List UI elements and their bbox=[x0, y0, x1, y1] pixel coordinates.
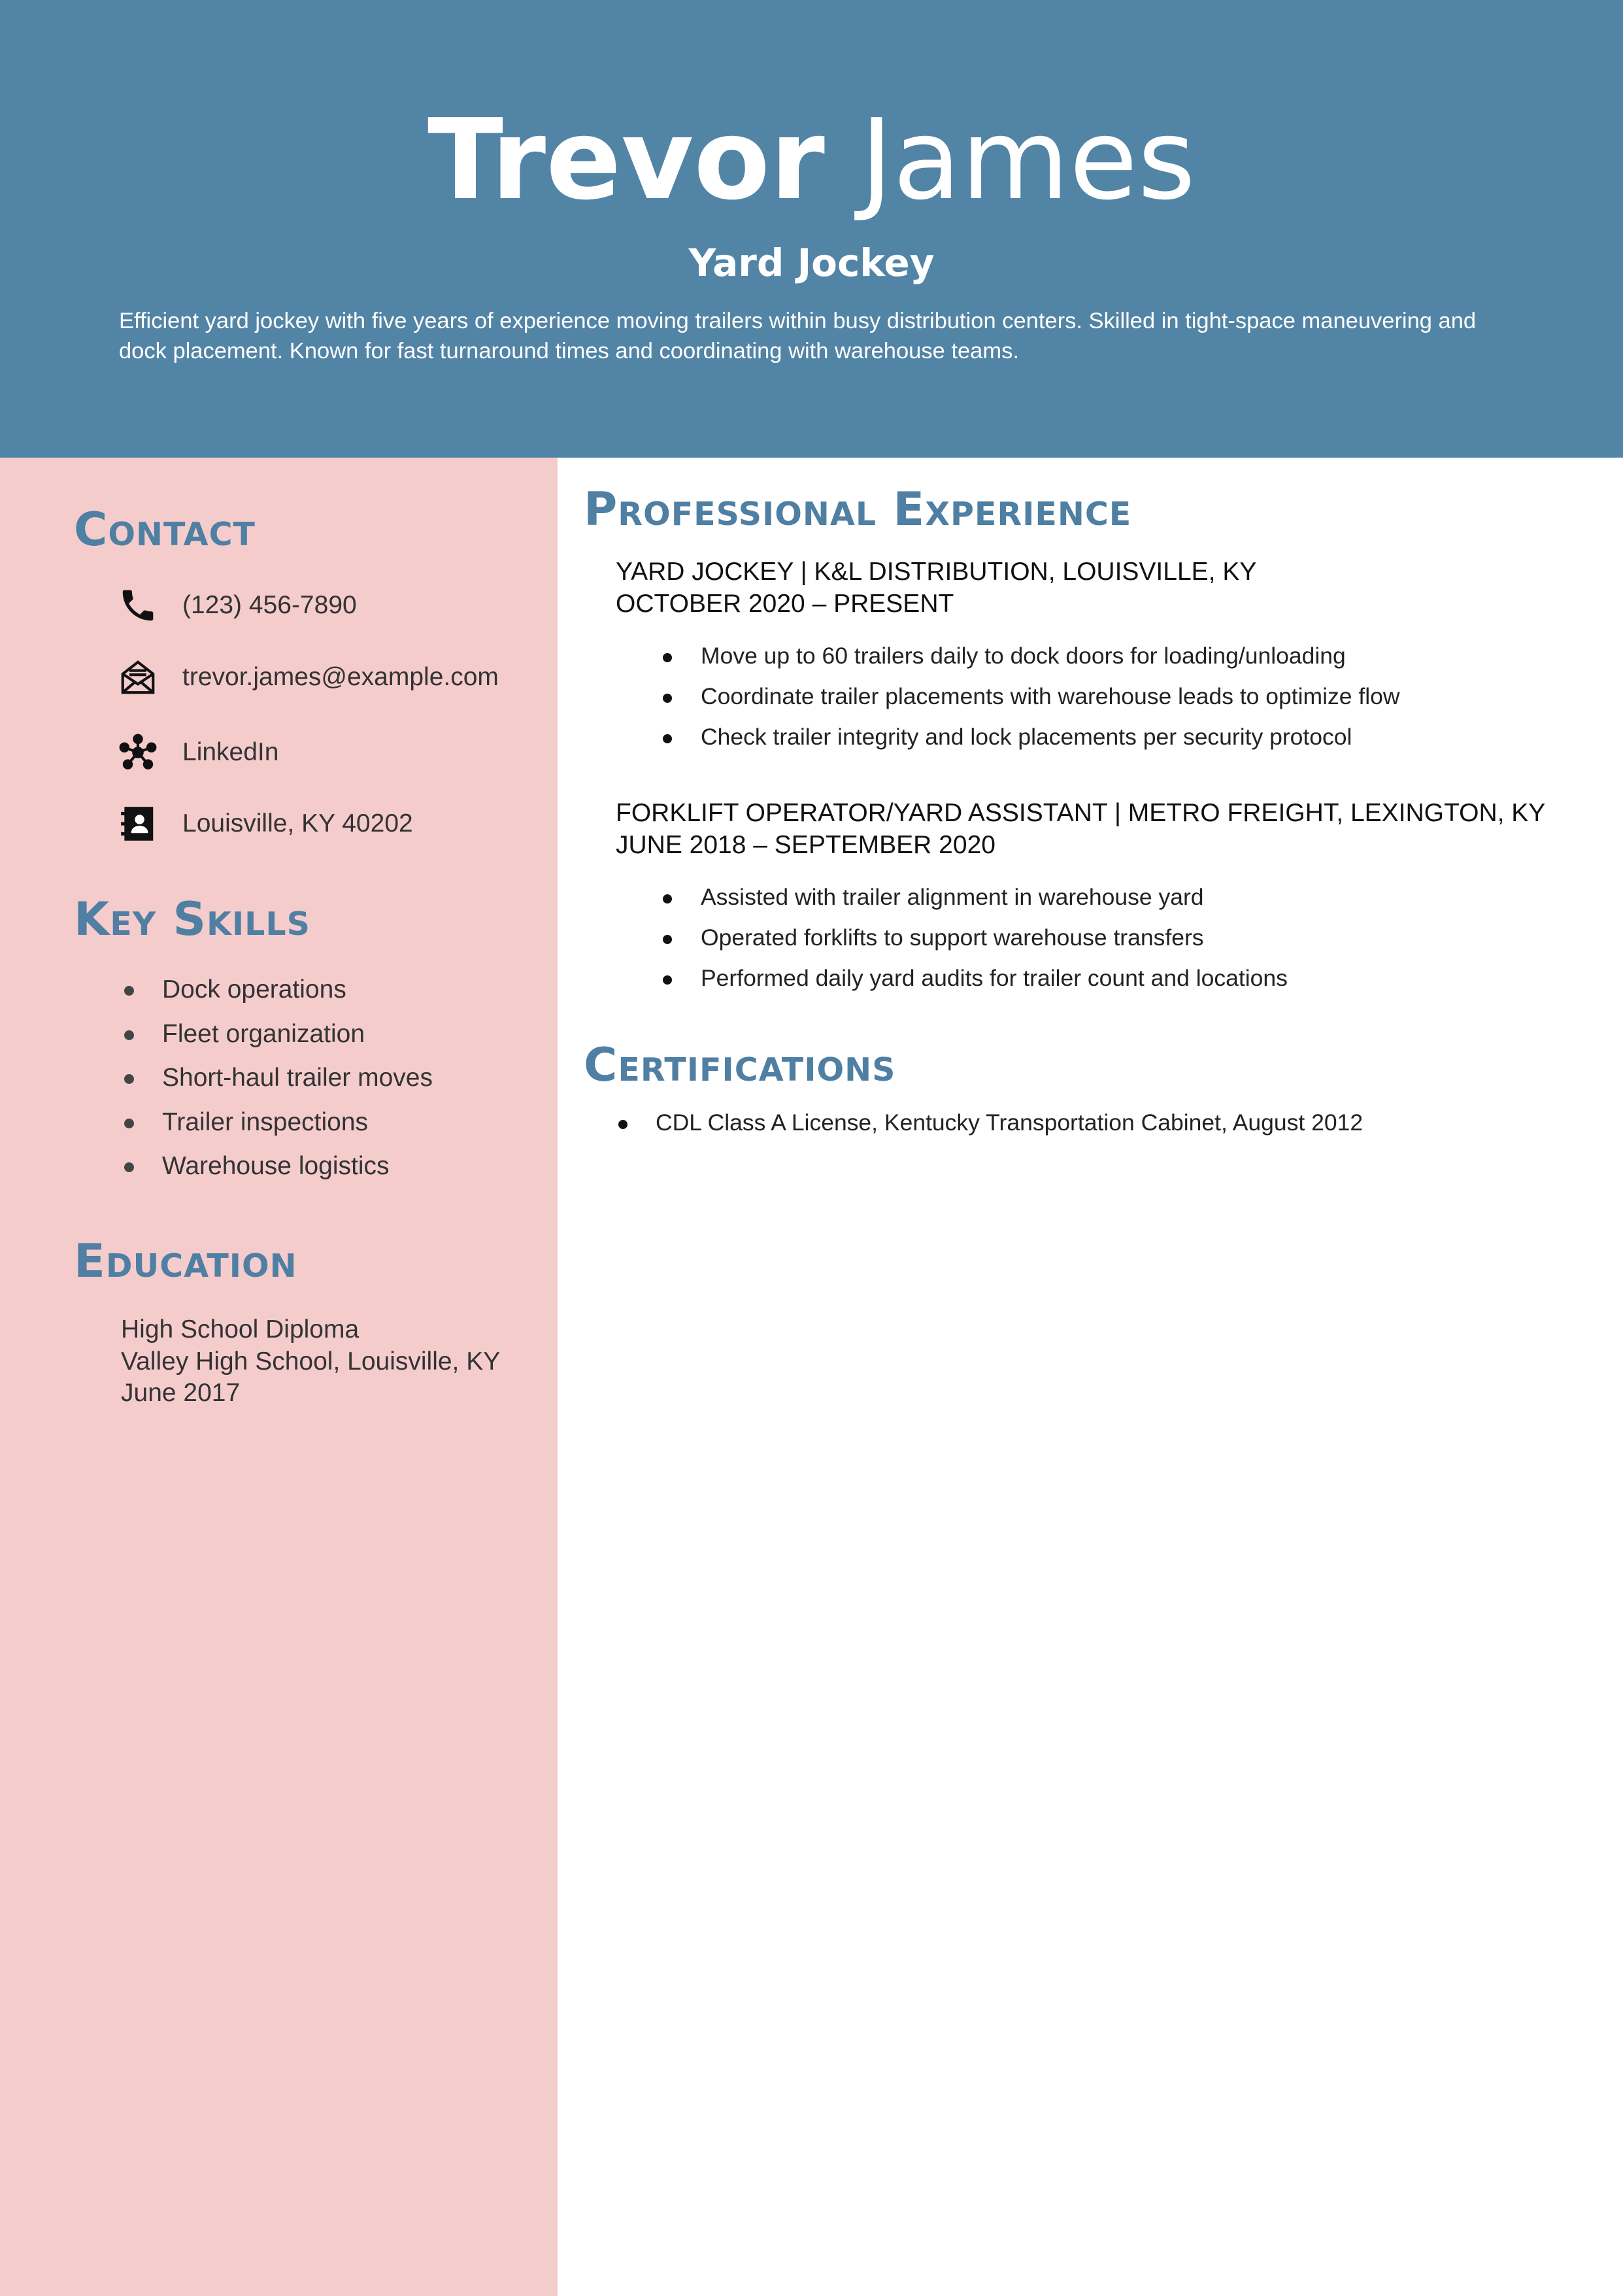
contact-location bbox=[118, 801, 413, 847]
certification-item: CDL Class A License, Kentucky Transportation Cabinet, August 2012 bbox=[614, 1102, 1363, 1143]
degree: High School Diploma bbox=[121, 1315, 360, 1343]
job-1-title: YARD JOCKEY | K&L DISTRIBUTION, LOUISVILLE, KY bbox=[616, 558, 1257, 586]
job-bullet: Move up to 60 trailers daily to dock doors for loading/unloading bbox=[659, 635, 1399, 676]
job-2-title: FORKLIFT OPERATOR/YARD ASSISTANT | METRO FREIGHT, LEXINGTON, KY bbox=[616, 799, 1546, 827]
first-name: Trevor bbox=[427, 95, 825, 225]
job-2-dates: JUNE 2018 – SEPTEMBER 2020 bbox=[616, 831, 996, 859]
job-1-header bbox=[616, 556, 1256, 620]
contact-linkedin bbox=[118, 730, 279, 775]
job-2-header bbox=[616, 797, 1545, 861]
job-title: Yard Jockey bbox=[688, 241, 935, 285]
phone-text: (123) 456-7890 bbox=[182, 591, 357, 619]
skill-item: Fleet organization bbox=[121, 1012, 433, 1056]
graduation-date: June 2017 bbox=[121, 1379, 241, 1407]
job-bullet: Performed daily yard audits for trailer count and locations bbox=[659, 958, 1288, 998]
header-banner bbox=[0, 0, 1623, 458]
skill-item: Trailer inspections bbox=[121, 1100, 433, 1145]
certifications-list bbox=[614, 1102, 1363, 1143]
job-2-bullets bbox=[659, 877, 1288, 998]
address-book-icon bbox=[118, 803, 158, 844]
network-icon bbox=[118, 732, 158, 773]
skill-item: Dock operations bbox=[121, 968, 433, 1012]
linkedin-text[interactable]: LinkedIn bbox=[182, 738, 279, 766]
job-bullet: Operated forklifts to support warehouse transfers bbox=[659, 917, 1288, 958]
education-entry bbox=[121, 1314, 513, 1410]
education-heading: Education bbox=[74, 1234, 297, 1288]
contact-phone bbox=[118, 582, 357, 628]
email-text: trevor.james@example.com bbox=[182, 663, 499, 691]
school: Valley High School, Louisville, KY bbox=[121, 1347, 501, 1376]
contact-heading: Contact bbox=[74, 503, 256, 556]
envelope-icon bbox=[118, 657, 158, 698]
skill-item: Short-haul trailer moves bbox=[121, 1056, 433, 1100]
contact-email bbox=[118, 654, 499, 700]
job-bullet: Assisted with trailer alignment in warehouse yard bbox=[659, 877, 1288, 917]
skill-item: Warehouse logistics bbox=[121, 1144, 433, 1189]
skills-heading: Key Skills bbox=[74, 892, 310, 946]
certifications-heading: Certifications bbox=[584, 1038, 896, 1092]
experience-heading: Professional Experience bbox=[584, 482, 1132, 536]
job-bullet: Check trailer integrity and lock placements per security protocol bbox=[659, 717, 1399, 757]
phone-icon bbox=[118, 585, 158, 626]
location-text: Louisville, KY 40202 bbox=[182, 809, 413, 837]
job-1-dates: OCTOBER 2020 – PRESENT bbox=[616, 590, 954, 618]
last-name: James bbox=[860, 95, 1196, 225]
profile-summary: Efficient yard jockey with five years of experience moving trailers within busy distribution centers. Skilled in tight-space maneuvering and dock placement. Known for fast turnaround times and coordinating with warehouse teams. bbox=[119, 309, 1477, 363]
skills-list bbox=[121, 968, 433, 1189]
candidate-name bbox=[0, 92, 1623, 229]
job-bullet: Coordinate trailer placements with warehouse leads to optimize flow bbox=[659, 676, 1399, 717]
job-1-bullets bbox=[659, 635, 1399, 757]
